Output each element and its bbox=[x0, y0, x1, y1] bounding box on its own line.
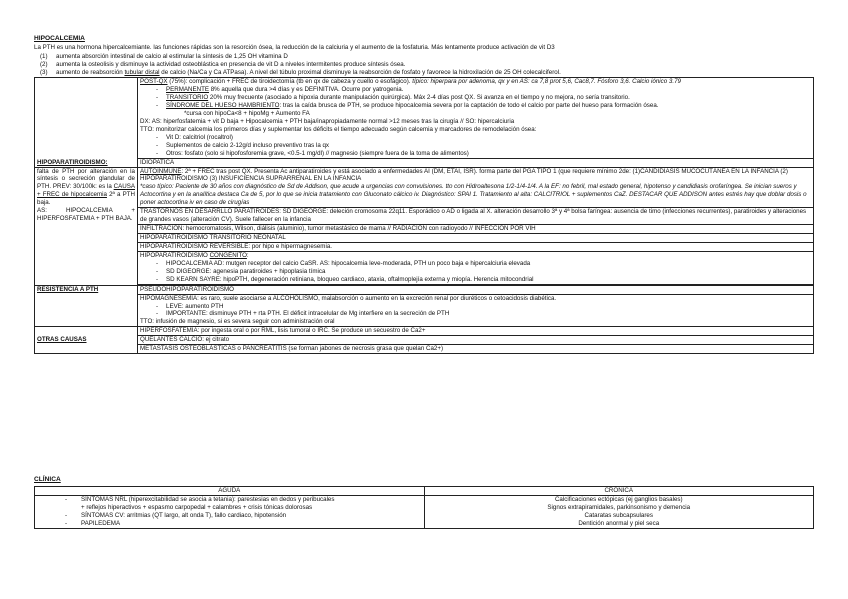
table-row bbox=[35, 234, 814, 243]
causes-table bbox=[34, 77, 814, 354]
list-item: - IMPORTANTE: disminuye PTH + rta PTH. El déficit intracelular de Mg interfiere en la secreción de PTH bbox=[140, 310, 811, 318]
table-row bbox=[35, 78, 814, 158]
page-title: HIPOCALCEMIA bbox=[34, 35, 85, 42]
table-row bbox=[35, 251, 814, 284]
table-row bbox=[35, 208, 814, 225]
intro-list bbox=[34, 53, 814, 77]
list-item: - SD DIGEORGE: agenesia paratiroides + hipoplasia tímica bbox=[140, 268, 811, 276]
list-item: - SÍNTOMAS CV: arritmias (QT largo, alt onda T), fallo cardiaco, hipotensión bbox=[37, 512, 422, 520]
transitorio-neonatal-cell: HIPOPARATIROIDISMO TRANSITORIO NEONATAL bbox=[138, 234, 814, 243]
otras-label-cell: OTRAS CAUSAS bbox=[35, 327, 138, 354]
intro-paragraph: La PTH es una hormona hipercalcemiante. las funciones rápidas son la resorción ósea, la reducción de la calciuria y el aumento de la fosfaturia. Más lentamente produce activación de vit D3 bbox=[34, 44, 555, 52]
intro-item-1: (1) aumenta absorción intestinal de calcio al estimular la síntesis de 1,25 OH vitamina D bbox=[40, 53, 288, 61]
document-page bbox=[34, 35, 814, 354]
postqx-note: *cursa con hipoCa<8 + hipoMg + Aumento FA bbox=[184, 109, 310, 117]
list-item: Signos extrapiramidales, parkinsonismo y demencia bbox=[547, 504, 691, 512]
list-item: Cataratas subcapsulares bbox=[584, 512, 653, 520]
hipopara-label-cell: HIPOPARATIROIDISMO: bbox=[35, 78, 138, 167]
table-row bbox=[35, 167, 814, 208]
list-item: - SÍNTOMAS NRL (hiperexcitabilidad se asocia a tetania): parestesias en dedos y peribucales bbox=[37, 496, 422, 504]
clinica-title: CLÍNICA bbox=[34, 476, 61, 483]
infiltracion-cell: INFILTRACIÓN: hemocromatosis, Wilson, diálisis (aluminio), tumor metastásico de mama // RADIACIÓN con radioyodo // INFECCIÓN POR VIH bbox=[138, 225, 814, 234]
table-row bbox=[35, 327, 814, 336]
list-item: - LEVE: aumento PTH bbox=[140, 303, 811, 311]
clinica-table bbox=[34, 486, 814, 529]
otras-row: METASTASIS OSTEOBLÁSTICAS o PANCREATITIS (se forman jabones de necrosis grasa que quelan Ca2+) bbox=[138, 345, 814, 354]
list-item: Dentición anormal y piel seca bbox=[578, 520, 660, 528]
autoinmune-case: *caso típico: Paciente de 30 años con diagnóstico de Sd de Addison, que acude a urgencias con convulsiones. tto con Hidroaltesona 1/2-1/4-1/4. A la EF: no febril, mal estado general, hipotenso y candidiasis orofaríngea. Se inician sueros y Actocortina y en la analítica destaca Ca de 5, por lo que se inicia tratamiento con Gluconato cálcico iv. Diagnóstico: SPAI 1. Tratamiento al alta: CALCITRIOL + suplementos CaZ. DESTACAR QUE ADDISON antes estrés hay que doblar dosis o poner actocortina iv en caso de cirugías bbox=[140, 183, 807, 207]
table-row bbox=[35, 496, 814, 529]
congenito-cell: HIPOPARATIROIDISMO CONGÉNITO: - HIPOCALCEMIA AD: mutgen receptor del calcio CaSR. AS: hipocalcemia leve-moderada, PTH un poco baja e hipercalciuria elevada - SD DIGEORGE: agenesia paratiroides + hipoplasia tímica - SD KEARN SAYRE: hipoPTH, degeneración retiniana, bloqueo cardiaco, ataxia, oftalmoplejía externa y miopía. Herencia mitocondrial bbox=[138, 251, 814, 284]
table-row bbox=[35, 294, 814, 327]
list-item: - SD KEARN SAYRE: hipoPTH, degeneración retiniana, bloqueo cardiaco, ataxia, oftalmoplejía externa y miopía. Herencia mitocondrial bbox=[140, 276, 811, 284]
hipomg-cell: HIPOMAGNESEMIA: es raro, suele asociarse a ALCOHOLISMO, malabsorción o aumento en la excreción renal por diuréticos o cetoacidosis diabética. - LEVE: aumento PTH - IMPORTANTE: disminuye PTH + rta PTH. El déficit intracelular de Mg interfiere en la secreción de PTH TTO: infusión de magnesio, si es severa seguir con administración oral bbox=[138, 294, 814, 327]
aguda-cell bbox=[35, 496, 425, 529]
postqx-cell: POST-QX (75%): complicación + FREC de tiroidectomía (tb en qx de cabeza y cuello o esofágico). típico: hiperpara por adenoma, qx y en AS: ca 7,8 prot 5,6, Cac8,7. Fósforo 3,6. Calcio iónico 3.79 - PERMANENTE 8% aquella que dura >4 días y es DEFINITIVA. Ocurre por yatrogenia. - TRANSITORIO 20% muy frecuente (asociado a hipoxia durante manipulación quirúrgica). Máx 2-4 días post QX. Si avanza en el tiempo y no mejora, no sería transitorio. - SÍNDROME DEL HUESO HAMBRIENTO: tras la caída brusca de PTH, se produce hipocalcemia severa por la captación de todo el calcio por parte del hueso para formación ósea. *cursa con hipoCa<8 + hipoMg + Aumento FA DX: AS: hiperfosfatemia + vit D baja + Hipocalcemia + PTH baja/inapropiadamente normal >12 meses tras la cirugía // SO: hipercalciuria TTO: monitorizar calcemia los primeros días y suplementar los déficits el tiempo adecuado según calcemia y marcadores de remodelación ósea: - Vit D: calcitriol (rocaltrol) - Suplementos de calcio 2-12g/d incluso preventivo tras la qx - Otros: fosfato (solo si hipofosforemia grave, <0.5-1 mg/dl) // magnesio (siempre fuera de la toma de alimentos) bbox=[138, 78, 814, 158]
table-row bbox=[35, 285, 814, 294]
table-row bbox=[35, 345, 814, 354]
column-header-cronica: CRÓNICA bbox=[424, 487, 814, 496]
list-item: - Suplementos de calcio 2-12g/d incluso preventivo tras la qx bbox=[140, 142, 811, 150]
table-row bbox=[35, 242, 814, 251]
table-row bbox=[35, 225, 814, 234]
pseudo-cell: PSEUDOHIPOPARATIROIDISMO bbox=[138, 285, 814, 294]
list-item: - Vit D: calcitriol (rocaltrol) bbox=[140, 134, 811, 142]
list-item: - Otros: fosfato (solo si hipofosforemia grave, <0.5-1 mg/dl) // magnesio (siempre fuera de la toma de alimentos) bbox=[140, 150, 811, 158]
otras-row: QUELANTES CALCIO: ej citrato bbox=[138, 336, 814, 345]
list-item: - PERMANENTE 8% aquella que dura >4 días y es DEFINITIVA. Ocurre por yatrogenia. bbox=[140, 86, 811, 94]
list-item: - PAPILEDEMA bbox=[37, 520, 422, 528]
resistencia-label-cell: RESISTENCIA A PTH bbox=[35, 285, 138, 327]
list-item: Calcificaciones ectópicas (ej ganglios basales) bbox=[554, 496, 683, 504]
otras-row: HIPERFOSFATEMIA: por ingesta oral o por RML, lisis tumoral o IRC. Se produce un secuestro de Ca2+ bbox=[138, 327, 814, 336]
column-header-aguda: AGUDA bbox=[35, 487, 425, 496]
postqx-dx: DX: AS: hiperfosfatemia + vit D baja + Hipocalcemia + PTH baja/inapropiadamente normal >12 meses tras la cirugía // SO: hipercalciuria bbox=[140, 117, 515, 125]
table-row bbox=[35, 158, 814, 167]
table-row bbox=[35, 336, 814, 345]
trastornos-cell: TRASTORNOS EN DESARRLLO PARATIROIDES: SD DIGEORGE: deleción cromosoma 22q11. Esporádico o AD o ligada al X. alteración desarrollo 3ª y 4ª bolsa faríngea: ausencia de timo (infecciones recurrentes), paratiroides y alteraciones de grandes vasos (alteración CV). Suele fallecer en la infancia bbox=[138, 208, 814, 225]
list-item: - HIPOCALCEMIA AD: mutgen receptor del calcio CaSR. AS: hipocalcemia leve-moderada, PTH un poco baja e hipercalciuria elevada bbox=[140, 260, 811, 268]
autoinmune-cell: AUTOINMUNE: 2ª + FREC tras post QX. Presenta Ac antiparatiroides y está asociado a enfermedades AI (DM, ETAI, ISR). forma parte del PGA TIPO 1 (que requiere mínimo 2de: (1)CANDIDIASIS MUCOCUTÁNEA EN LA INFANCIA (2) HIPOPARATIROIDISMO (3) INSUFICIENCIA SUPRARRENAL EN LA INFANCIA *caso típico: Paciente de 30 años con diagnóstico de Sd de Addison, que acude a urgencias con convulsiones. tto con Hidroaltesona 1/2-1/4-1/4. A la EF: no febril, mal estado general, hipotenso y candidiasis orofaríngea. Se inician sueros y Actocortina y en la analítica destaca Ca de 5, por lo que se inicia tratamiento con Gluconato cálcico iv. Diagnóstico: SPAI 1. Tratamiento al alta: CALCITRIOL + suplementos CaZ. DESTACAR QUE ADDISON antes estrés hay que doblar dosis o poner actocortina iv en caso de cirugías bbox=[138, 167, 814, 208]
hipopara-desc-cell: falta de PTH por alteración en la síntesis o secreción glandular de PTH. PREV: 30/100k: es la CAUSA + FREC de hipocalcemia 2ª a PTH baja. AS: HIPOCALCEMIA + HIPERFOSFATEMIA + PTH BAJA. bbox=[35, 167, 138, 285]
reversible-cell: HIPOPARATIROIDISMO REVERSIBLE: por hipo e hipermagnesemia. bbox=[138, 242, 814, 251]
list-item: - SÍNDROME DEL HUESO HAMBRIENTO: tras la caída brusca de PTH, se produce hipocalcemia severa por la captación de todo el calcio por parte del hueso para formación ósea. bbox=[140, 102, 811, 110]
clinica-section bbox=[34, 476, 814, 529]
intro-item-2: (2) aumenta la osteolisis y disminuye la actividad osteoblástica en presencia de vit D a niveles intermitentes produce síntesis ósea. bbox=[40, 61, 406, 69]
list-item: - TRANSITORIO 20% muy frecuente (asociado a hipoxia durante manipulación quirúrgica). Máx 2-4 días post QX. Si avanza en el tiempo y no mejora, no sería transitorio. bbox=[140, 94, 811, 102]
table-row bbox=[35, 487, 814, 496]
idiopatica-cell: IDIOPATICA bbox=[138, 158, 814, 167]
postqx-tto: TTO: monitorizar calcemia los primeros días y suplementar los déficits el tiempo adecuado según calcemia y marcadores de remodelación ósea: bbox=[140, 125, 537, 133]
intro-item-3: (3) aumento de reabsorción tubular distal de calcio (Na/Ca y Ca ATPasa). A nivel del túbulo proximal disminuye la reabsorción de fosfato y favorece la hidroxilación de 25 OH colecalciferol. bbox=[40, 69, 561, 77]
list-item-continuation: + reflejos hiperactivos + espasmo carpopedal + calambres + crisis tónicas dolorosas bbox=[81, 504, 313, 512]
cronica-cell bbox=[424, 496, 814, 529]
